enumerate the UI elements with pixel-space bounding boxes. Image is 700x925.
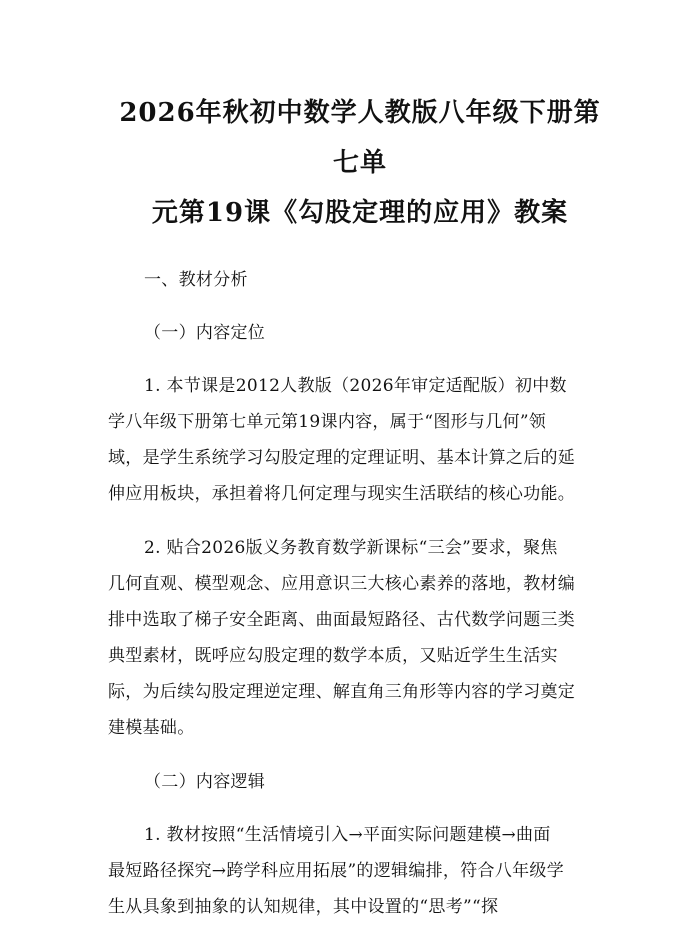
document-title [108, 88, 612, 238]
paragraph-line: 1. 本节课是2012人教版（2026年审定适配版）初中数 [144, 376, 567, 396]
paragraph-line: 建模基础。 [108, 718, 195, 738]
paragraph-line: 际，为后续勾股定理逆定理、解直角三角形等内容的学习奠定 [108, 682, 576, 702]
paragraph-line: 排中选取了梯子安全距离、曲面最短路径、古代数学问题三类 [108, 610, 576, 630]
paragraph-line: 典型素材，既呼应勾股定理的数学本质，又贴近学生生活实 [108, 646, 558, 666]
document-body [108, 262, 612, 925]
paragraph-line: 几何直观、模型观念、应用意识三大核心素养的落地，教材编 [108, 574, 576, 594]
paragraph-line: 2. 贴合2026版义务教育数学新课标“三会”要求，聚焦 [144, 538, 558, 558]
paragraph-line: 学八年级下册第七单元第19课内容，属于“图形与几何”领 [108, 412, 547, 432]
paragraph-1 [108, 368, 612, 512]
paragraph-2 [108, 530, 612, 746]
title-line-2: 元第19课《勾股定理的应用》教案 [151, 198, 569, 228]
paragraph-line: 1. 教材按照“生活情境引入→平面实际问题建模→曲面 [144, 825, 551, 845]
paragraph-line: 域，是学生系统学习勾股定理的定理证明、基本计算之后的延 [108, 448, 576, 468]
subsection-heading-content-positioning: （一）内容定位 [144, 323, 266, 343]
paragraph-line: 伸应用板块，承担着将几何定理与现实生活联结的核心功能。 [108, 484, 576, 504]
paragraph-line: 最短路径探究→跨学科应用拓展”的逻辑编排，符合八年级学 [108, 861, 565, 881]
section-heading-teaching-material-analysis: 一、教材分析 [144, 270, 248, 290]
paragraph-3 [108, 817, 612, 925]
subsection-heading-content-logic: （二）内容逻辑 [144, 772, 266, 792]
title-line-1: 2026年秋初中数学人教版八年级下册第七单 [119, 98, 601, 178]
paragraph-line: 生从具象到抽象的认知规律，其中设置的“思考”“探 [108, 897, 499, 917]
